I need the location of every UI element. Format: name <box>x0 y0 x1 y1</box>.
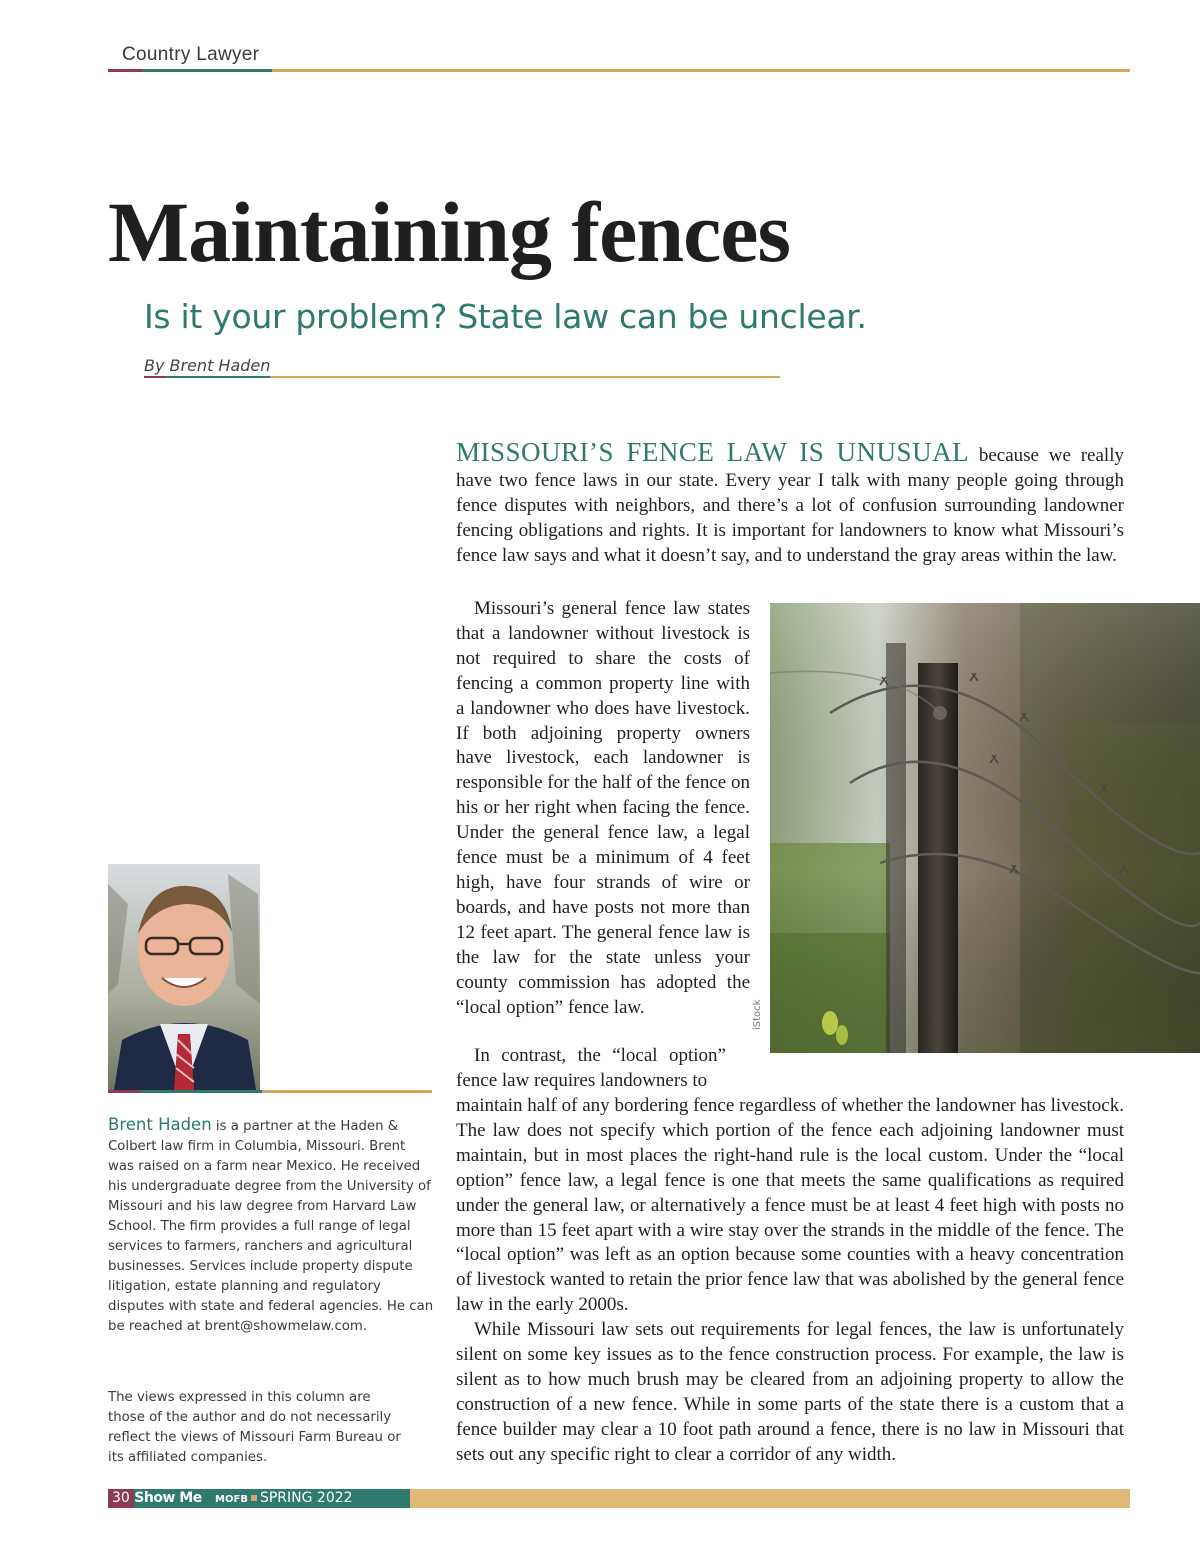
header-rule-maroon <box>108 69 142 72</box>
author-rule-maroon <box>108 1090 140 1093</box>
paragraph-local-option-start: In contrast, the “local option” fence law requires landowners to <box>456 1045 726 1091</box>
header-rule-gold <box>272 69 1130 72</box>
header-rule-teal <box>142 69 272 72</box>
byline: By Brent Haden <box>144 356 271 375</box>
author-bio <box>108 1115 434 1337</box>
lead-paragraph-text: because we really have two fence laws in our state. Every year I talk with many people going through fence disputes with neighbors, and there’s a lot of confusion surrounding landowner fencing obligations and rights. It is important for landowners to know what Missouri’s fence law says and what it doesn’t say, and to understand the gray areas within the law. <box>456 445 1124 566</box>
photo-credit: iStock <box>752 999 763 1030</box>
org-name: MOFB <box>215 1494 248 1505</box>
folio <box>112 1489 353 1509</box>
barbed-wire-fence-photo <box>770 603 1200 1053</box>
paragraph-local-option: maintain half of any bordering fence regardless of whether the landowner has livestock. The law does not specify which portion of the fence each adjoining landowner must maintain, but in most places the right-hand rule is the local custom. Under the “local option” fence law, a legal fence is one that meets the same qualifications as required under the general law, or alternatively a fence must be at least 4 feet high with posts no more than 15 feet apart with a wire stay over the strands in the middle of the fence. The “local option” was left as an option because some counties with a heavy concentration of livestock wanted to retain the prior fence law that was abolished by the general fence law in the early 2000s. <box>456 1095 1124 1316</box>
disclaimer: The views expressed in this column are those of the author and do not necessarily reflect the views of Missouri Farm Bureau or its affiliated companies. <box>108 1390 401 1465</box>
footer-bar-gold <box>410 1489 1130 1508</box>
byline-rule-gold <box>270 376 780 378</box>
paragraph-general-law: Missouri’s general fence law states that a landowner without livestock is not required to share the costs of fencing a common property line with a landowner who does have livestock. If both adjoining property owners have livestock, each landowner is responsible for the half of the fence on his or her right when facing the fence. Under the general fence law, a legal fence must be a minimum of 4 feet high, have four strands of wire or boards, and have posts not more than 12 feet apart. The general fence law is the law for the state unless your county commission has adopted the “local option” fence law. <box>456 598 750 1018</box>
subtitle: Is it your problem? State law can be unclear. <box>144 297 867 336</box>
folio-separator <box>251 1495 257 1501</box>
magazine-name: Show Me <box>134 1490 202 1506</box>
page-number: 30 <box>112 1490 130 1506</box>
lead-in: MISSOURI’S FENCE LAW IS UNUSUAL <box>456 437 970 467</box>
byline-rule-maroon <box>144 376 166 378</box>
section-label: Country Lawyer <box>122 44 260 65</box>
author-rule-gold <box>262 1090 432 1093</box>
issue-name: SPRING 2022 <box>259 1490 353 1506</box>
paragraph-construction: While Missouri law sets out requirements for legal fences, the law is unfortunately silent on some key issues as to the fence construction process. For example, the law is silent as to how much brush may be cleared from an adjoining property to allow the construction of a new fence. While in some parts of the state there is a custom that a fence builder may clear a 10 foot path around a fence, there is no law in Missouri that sets out any specific right to clear a corridor of any width. <box>456 1319 1124 1465</box>
lead-paragraph <box>456 437 1124 569</box>
author-headshot <box>108 864 260 1090</box>
page-title: Maintaining fences <box>108 184 790 280</box>
author-name: Brent Haden <box>108 1115 212 1134</box>
byline-rule-teal <box>166 376 270 378</box>
author-bio-text: is a partner at the Haden & Colbert law firm in Columbia, Missouri. Brent was raised on a farm near Mexico. He received his undergraduate degree from the University of Missouri and his law degree from Harvard Law School. The firm provides a full range of legal services to farmers, ranchers and agricultural businesses. Services include property dispute litigation, estate planning and regulatory disputes with state and federal agencies. He can be reached at brent@showmelaw.com. <box>108 1119 434 1334</box>
author-rule-teal <box>140 1090 262 1093</box>
